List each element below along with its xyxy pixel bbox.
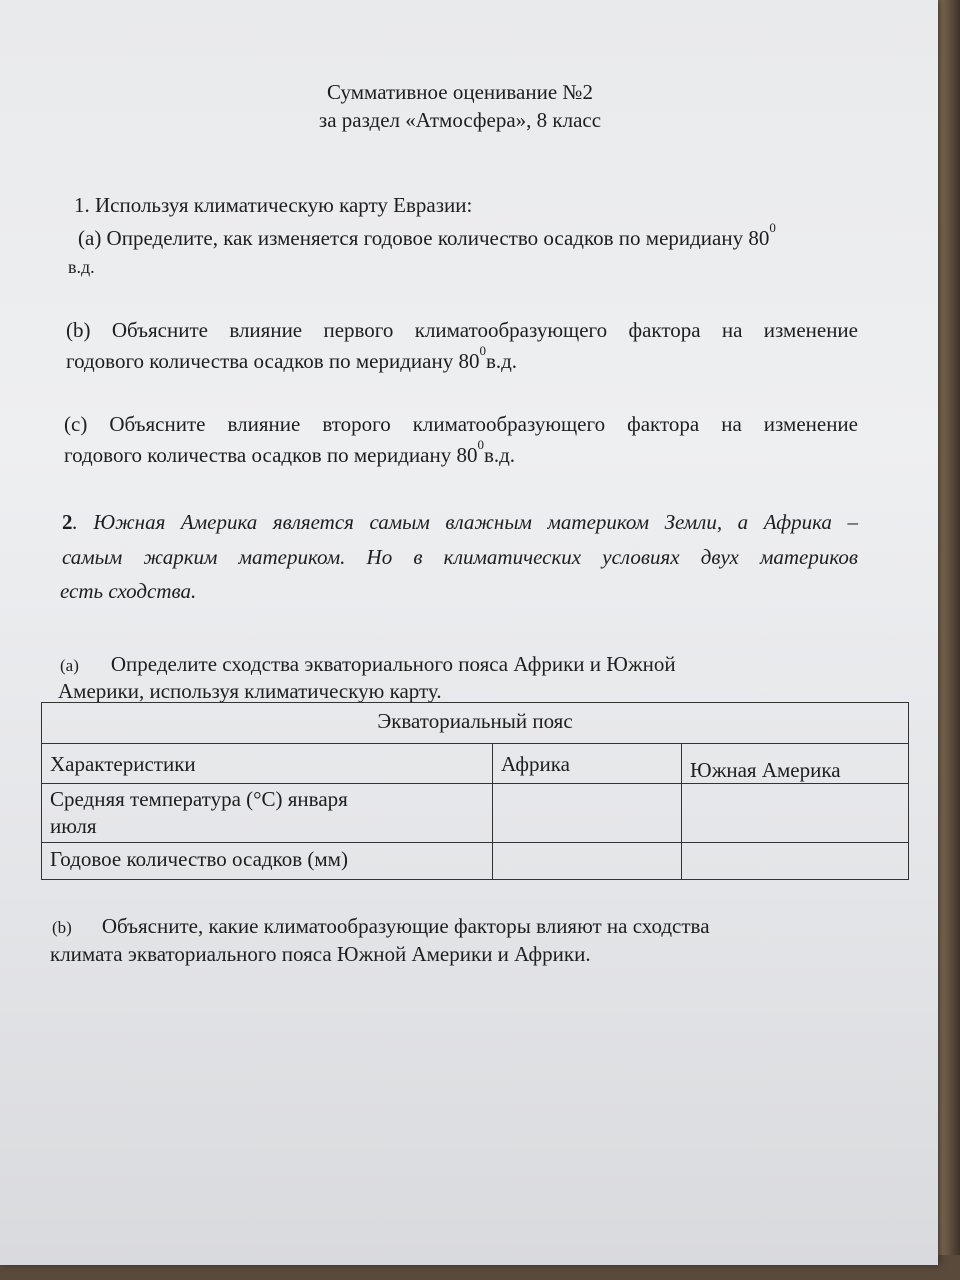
table-row-temperature: [42, 784, 493, 843]
q2-intro-line3: есть сходства.: [60, 579, 197, 603]
q2-a-line2: Америки, используя климатическую карту.: [58, 679, 442, 703]
q2-a-label: (a): [60, 656, 79, 675]
q2-b-line1: (b) Объясните, какие климатообразующие факторы влияют на сходства: [52, 914, 710, 938]
q2-a-line1: (a) Определите сходства экваториального пояса Африки и Южной: [60, 652, 676, 676]
table-header-south-america: Южная Америка: [682, 743, 909, 784]
answer-cell-south-america-precipitation[interactable]: [682, 843, 909, 880]
q2-b-line2: климата экваториального пояса Южной Америки и Африки.: [50, 942, 591, 966]
q1-a-line1: (а) Определите, как изменяется годовое количество осадков по меридиану $80^0$: [78, 220, 776, 250]
table-header-africa: Африка: [493, 743, 682, 784]
q1-intro: 1. Используя климатическую карту Евразии:: [74, 193, 473, 217]
row-temperature-label: Средняя температура (°С) января: [50, 787, 348, 812]
q2-number: 2: [62, 510, 73, 534]
table-header-characteristics: Характеристики: [42, 743, 493, 784]
q1-a-line2: в.д.: [68, 257, 95, 277]
q2-b-label: (b): [52, 918, 72, 937]
table-title: Экваториальный пояс: [42, 703, 909, 744]
page-subtitle: за раздел «Атмосфера», 8 класс: [318, 108, 602, 132]
q1-c-line2: годового количества осадков по меридиану $80^0в.д$.: [64, 437, 516, 467]
row-temperature-sublabel: июля: [50, 814, 97, 839]
table-row-precipitation: Годовое количество осадков (мм): [42, 843, 493, 880]
q2-intro-line2: самым жарким материком. Но в климатических условиях двух материков: [62, 545, 858, 569]
q1-b-line2: годового количества осадков по меридиану $80^0в.д$.: [66, 343, 518, 373]
q1-c-line1: (с) Объясните влияние второго климатообразующего фактора на изменение: [64, 412, 858, 436]
q1-b-line1: (b) Объясните влияние первого климатообразующего фактора на изменение: [66, 318, 858, 342]
page-title: Суммативное оценивание №2: [327, 80, 593, 104]
degree-mark: 0: [477, 437, 484, 452]
answer-cell-africa-temperature[interactable]: [493, 784, 682, 843]
answer-cell-south-america-temperature[interactable]: [682, 784, 909, 843]
degree-mark: 0: [769, 220, 776, 235]
equatorial-belt-table: [41, 702, 909, 880]
degree-mark: 0: [479, 343, 486, 358]
answer-cell-africa-precipitation[interactable]: [493, 843, 682, 880]
q2-intro-line1: 2. Южная Америка является самым влажным материком Земли, а Африка –: [62, 510, 858, 534]
